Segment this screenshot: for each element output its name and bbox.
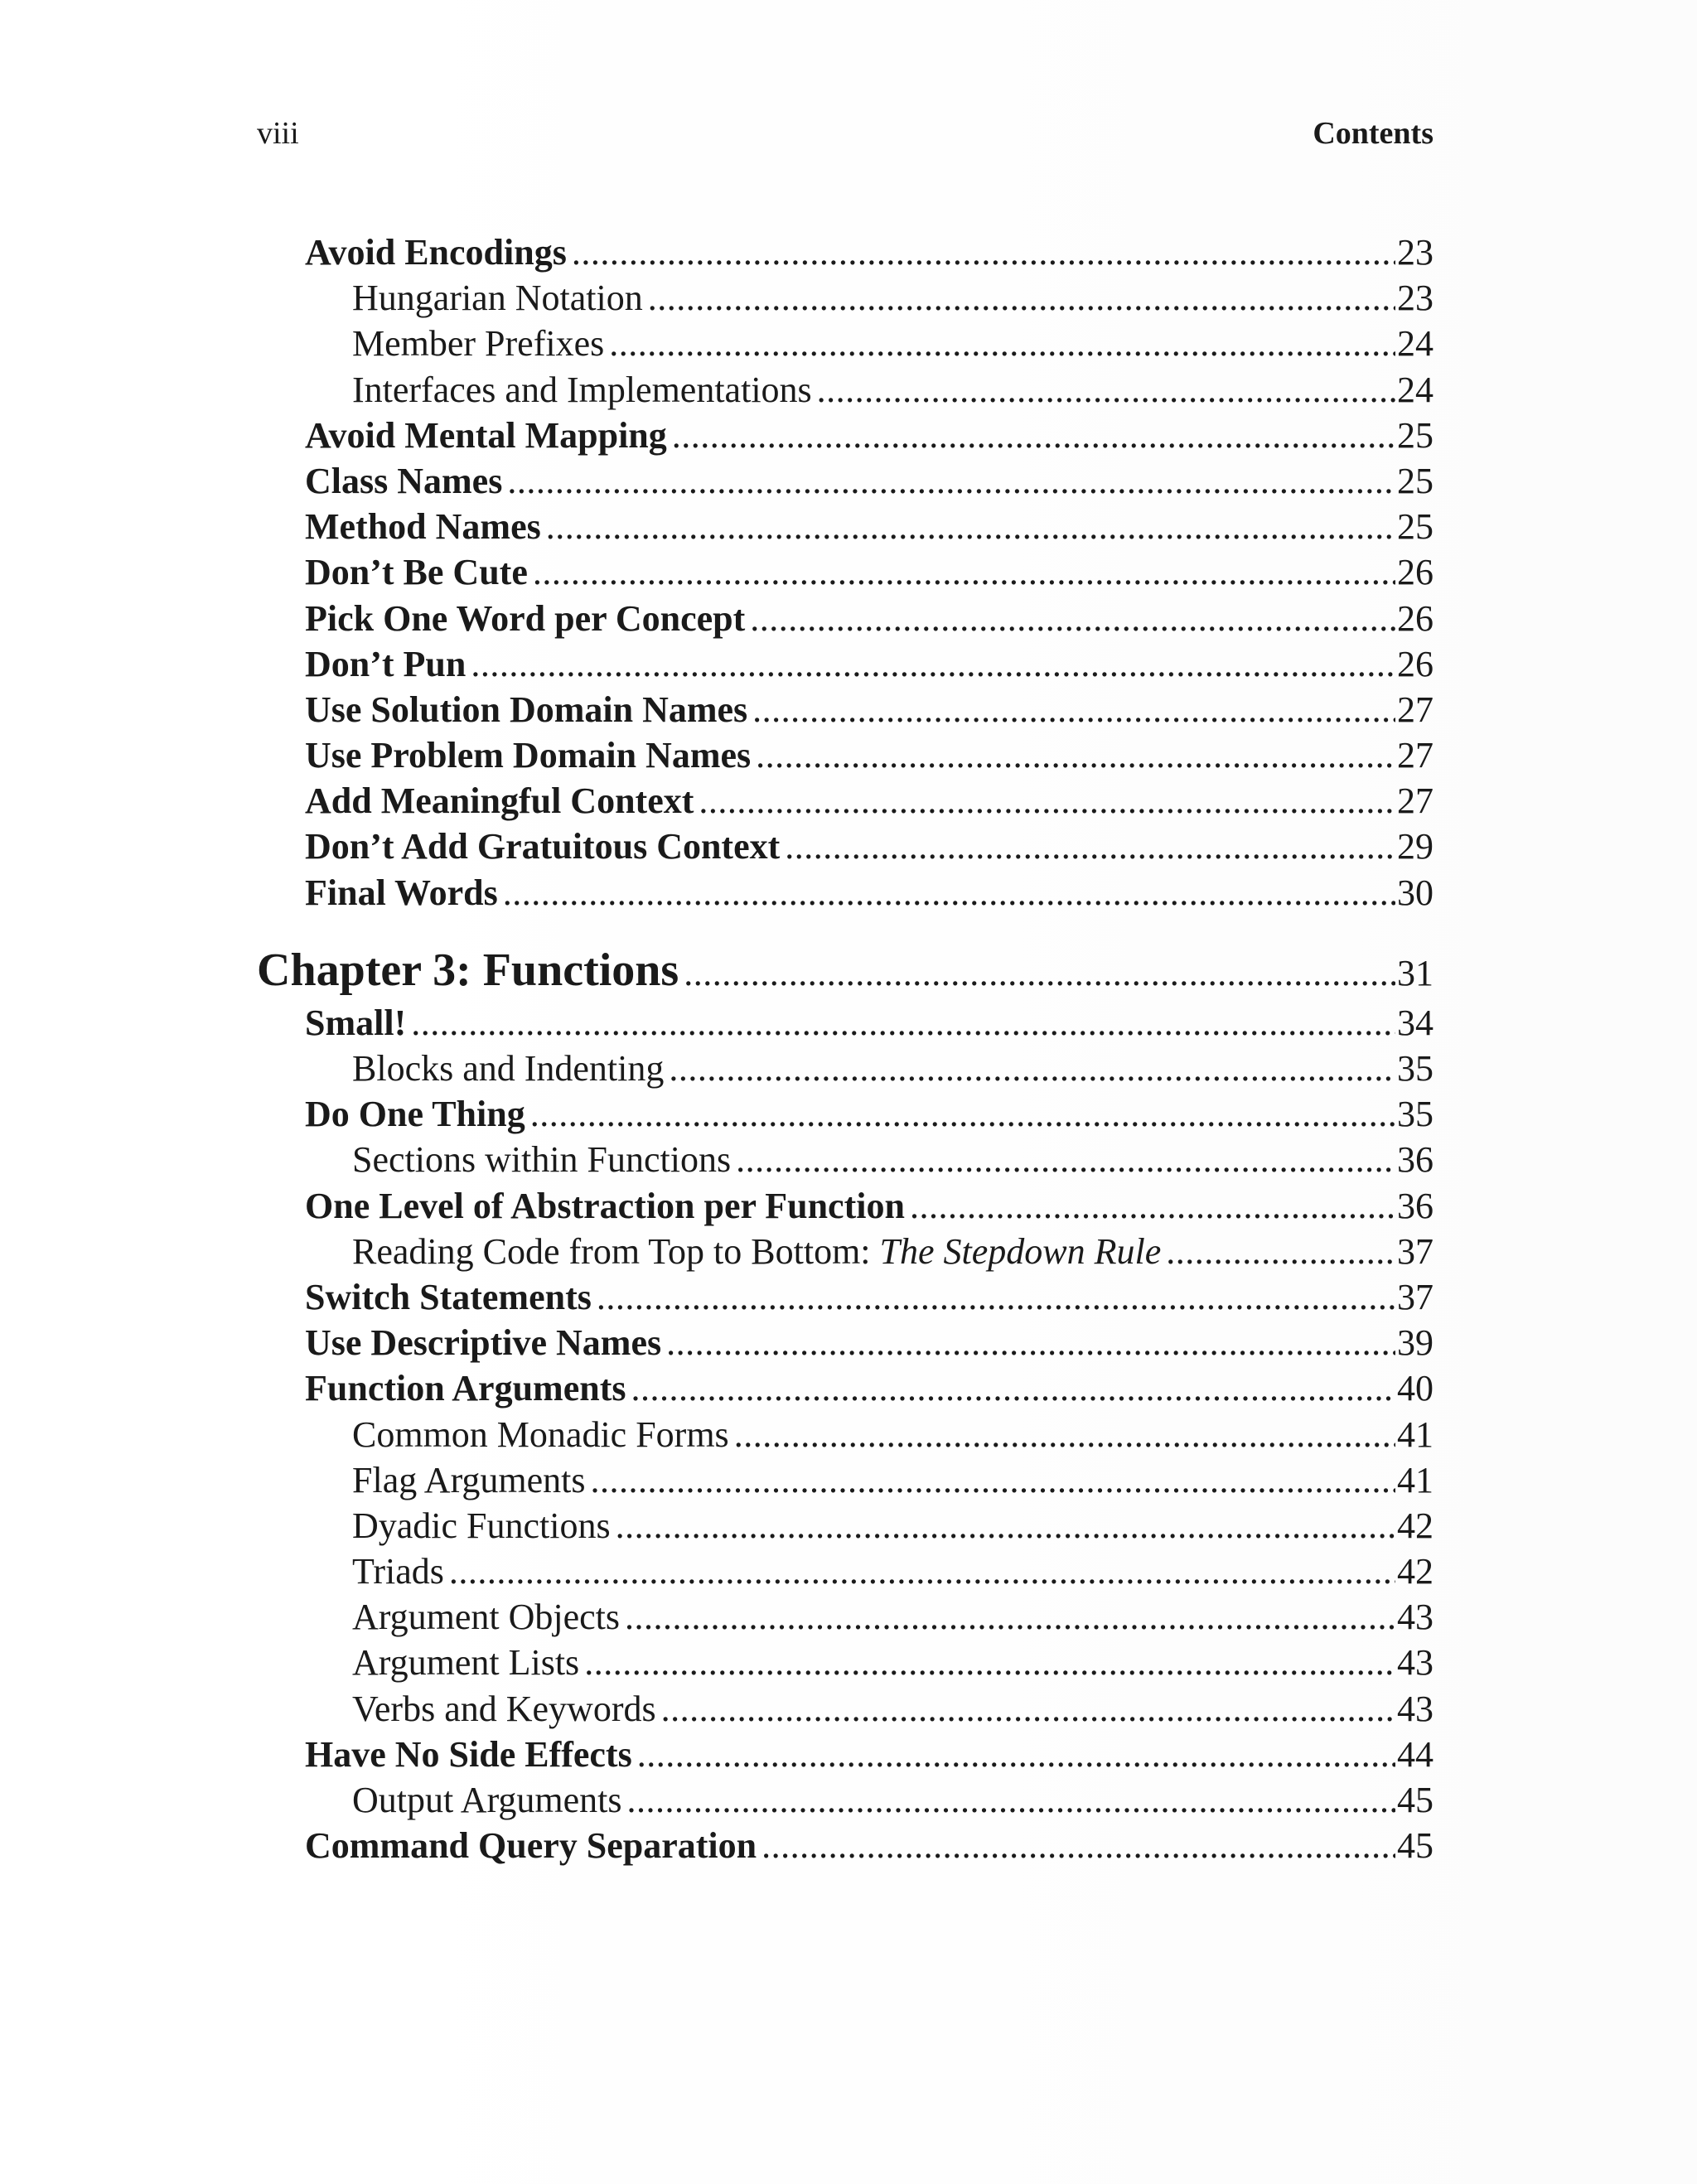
toc-entry-title: [305, 641, 466, 687]
toc-entry-title-text: Member Prefixes: [352, 323, 605, 365]
toc-subsection-entry[interactable]: [257, 1137, 1434, 1182]
toc-entry-title-text: Have No Side Effects: [305, 1733, 632, 1775]
toc-entry-title: [352, 1777, 622, 1823]
toc-page-number: 37: [1397, 1276, 1434, 1317]
dot-leader: [625, 1594, 1395, 1640]
dot-leader: [637, 1732, 1395, 1777]
dot-leader: [661, 1686, 1395, 1732]
toc-page-number: 45: [1397, 1825, 1434, 1867]
toc-entry-title: [352, 367, 812, 413]
toc-subsection-entry[interactable]: [257, 321, 1434, 366]
toc-entry-title-text: Sections within Functions: [352, 1139, 732, 1181]
toc-entry-title-text: Flag Arguments: [352, 1459, 586, 1500]
toc-entry-title-text: Output Arguments: [352, 1780, 622, 1820]
dot-leader: [684, 944, 1395, 1000]
dot-leader: [591, 1457, 1395, 1503]
dot-leader: [1166, 1229, 1395, 1274]
toc-page-number: 34: [1397, 1002, 1434, 1043]
toc-section-entry[interactable]: [257, 413, 1434, 458]
toc-entry-title-text: Dyadic Functions: [352, 1505, 611, 1546]
toc-entry-title-text: Do One Thing: [305, 1094, 525, 1135]
running-head-title: Contents: [1313, 116, 1434, 151]
toc-subsection-entry[interactable]: [257, 367, 1434, 413]
toc-page-number: 42: [1397, 1551, 1434, 1592]
toc-entry-title-italic: The Stepdown Rule: [879, 1230, 1162, 1272]
dot-leader: [631, 1365, 1395, 1411]
toc-entry-title: [352, 1229, 1161, 1274]
toc-entry-title-text: Hungarian Notation: [352, 278, 643, 319]
toc-entry-title-text: Method Names: [305, 506, 541, 548]
toc-entry-title: [352, 1594, 620, 1640]
toc-entry-title-text: Don’t Add Gratuitous Context: [305, 826, 781, 867]
toc-page-number: 27: [1397, 780, 1434, 822]
toc-entry-title-text: Small!: [305, 1002, 407, 1043]
toc-entry-title: [305, 504, 541, 549]
table-of-contents: [257, 230, 1434, 1868]
dot-leader: [672, 413, 1395, 458]
dot-leader: [734, 1412, 1395, 1457]
dot-leader: [817, 367, 1395, 413]
toc-page-number: 25: [1397, 506, 1434, 548]
toc-section-entry[interactable]: [257, 1823, 1434, 1868]
toc-entry-title: [305, 1823, 757, 1868]
toc-page-number: 42: [1397, 1505, 1434, 1546]
toc-section-entry[interactable]: [257, 1000, 1434, 1046]
dot-leader: [761, 1823, 1395, 1868]
toc-entry-title: [305, 1183, 905, 1229]
toc-page-number: 27: [1397, 735, 1434, 776]
toc-entry-title: [257, 940, 679, 1000]
toc-section-entry[interactable]: [257, 1274, 1434, 1320]
toc-entry-title-text: Argument Lists: [352, 1642, 580, 1684]
dot-leader: [572, 230, 1395, 275]
toc-page-number: 31: [1397, 952, 1434, 993]
dot-leader: [752, 687, 1395, 732]
toc-entry-title-text: Common Monadic Forms: [352, 1413, 729, 1455]
toc-subsection-entry[interactable]: [257, 1412, 1434, 1457]
dot-leader: [736, 1137, 1395, 1182]
toc-entry-title: [352, 1137, 731, 1182]
toc-section-entry[interactable]: [257, 504, 1434, 549]
toc-page-number: 37: [1397, 1230, 1434, 1272]
toc-page-number: 23: [1397, 232, 1434, 273]
toc-entry-title: [305, 1274, 592, 1320]
dot-leader: [609, 321, 1395, 366]
toc-page-number: 27: [1397, 689, 1434, 730]
toc-page-number: 45: [1397, 1780, 1434, 1820]
toc-page-number: 23: [1397, 278, 1434, 319]
toc-entry-title: [352, 1457, 586, 1503]
toc-subsection-entry[interactable]: [257, 1686, 1434, 1732]
toc-entry-title-text: Use Problem Domain Names: [305, 735, 752, 776]
toc-entry-title-text: Avoid Mental Mapping: [305, 414, 667, 456]
dot-leader: [471, 641, 1395, 687]
toc-entry-title: [305, 732, 751, 778]
dot-leader: [756, 732, 1395, 778]
toc-entry-title: [305, 1365, 626, 1411]
toc-entry-title: [305, 824, 780, 869]
toc-entry-title: [305, 870, 498, 916]
toc-subsection-entry[interactable]: [257, 1640, 1434, 1685]
toc-page-number: 35: [1397, 1094, 1434, 1135]
running-head: [257, 114, 1434, 152]
toc-entry-title-text: Triads: [352, 1551, 444, 1592]
toc-page-number: 25: [1397, 460, 1434, 501]
toc-page-number: 43: [1397, 1688, 1434, 1729]
dot-leader: [785, 824, 1395, 869]
toc-entry-title: [352, 1549, 444, 1594]
toc-page-number: 41: [1397, 1459, 1434, 1500]
toc-entry-title-text: Argument Objects: [352, 1597, 621, 1638]
toc-page-number: 24: [1397, 323, 1434, 365]
toc-page-number: 43: [1397, 1642, 1434, 1684]
toc-entry-title-text: Reading Code from Top to Bottom:: [352, 1230, 880, 1272]
toc-entry-title-text: Interfaces and Implementations: [352, 369, 812, 410]
toc-entry-title-text: Switch Statements: [305, 1276, 592, 1317]
toc-entry-title-text: Function Arguments: [305, 1368, 626, 1409]
toc-subsection-entry[interactable]: [257, 1594, 1434, 1640]
toc-section-entry[interactable]: [257, 1365, 1434, 1411]
toc-section-entry[interactable]: [257, 732, 1434, 778]
toc-page-number: 29: [1397, 826, 1434, 867]
toc-subsection-entry[interactable]: [257, 1503, 1434, 1549]
toc-entry-title-text: One Level of Abstraction per Function: [305, 1185, 905, 1226]
toc-entry-title-text: Command Query Separation: [305, 1825, 757, 1867]
toc-section-entry[interactable]: [257, 230, 1434, 275]
toc-entry-title: [305, 1000, 406, 1046]
toc-entry-title-text: Use Descriptive Names: [305, 1322, 662, 1364]
toc-section-entry[interactable]: [257, 1732, 1434, 1777]
toc-page-number: 35: [1397, 1048, 1434, 1089]
dot-leader: [669, 1046, 1395, 1091]
toc-entry-title: [305, 413, 667, 458]
toc-subsection-entry[interactable]: [257, 1046, 1434, 1091]
toc-subsection-entry[interactable]: [257, 1777, 1434, 1823]
toc-section-entry[interactable]: [257, 778, 1434, 824]
dot-leader: [449, 1549, 1395, 1594]
toc-section-entry[interactable]: [257, 870, 1434, 916]
toc-entry-title: [305, 778, 694, 824]
toc-page-number: 44: [1397, 1733, 1434, 1775]
toc-subsection-entry[interactable]: [257, 275, 1434, 321]
toc-chapter-entry[interactable]: [257, 940, 1434, 1000]
toc-entry-title: [305, 1732, 632, 1777]
dot-leader: [584, 1640, 1395, 1685]
toc-page-number: 43: [1397, 1597, 1434, 1638]
toc-entry-title: [305, 1320, 661, 1365]
toc-entry-title-text: Don’t Pun: [305, 643, 467, 684]
toc-entry-title-text: Don’t Be Cute: [305, 552, 528, 593]
toc-entry-title: [305, 687, 747, 732]
dot-leader: [533, 549, 1395, 595]
toc-entry-title: [352, 321, 604, 366]
toc-page-number: 39: [1397, 1322, 1434, 1364]
toc-section-entry[interactable]: [257, 824, 1434, 869]
toc-page-number: 24: [1397, 369, 1434, 410]
dot-leader: [411, 1000, 1395, 1046]
toc-entry-title-text: Class Names: [305, 460, 503, 501]
toc-section-entry[interactable]: [257, 687, 1434, 732]
dot-leader: [699, 778, 1395, 824]
toc-section-entry[interactable]: [257, 1091, 1434, 1137]
dot-leader: [910, 1183, 1395, 1229]
toc-section-entry[interactable]: [257, 1183, 1434, 1229]
toc-subsection-entry[interactable]: [257, 1457, 1434, 1503]
toc-entry-title: [305, 1091, 525, 1137]
page-folio: viii: [257, 116, 299, 151]
toc-page-number: 25: [1397, 414, 1434, 456]
toc-entry-title: [305, 596, 745, 641]
toc-entry-title-text: Pick One Word per Concept: [305, 597, 746, 639]
toc-entry-title: [352, 1412, 729, 1457]
toc-page-number: 41: [1397, 1413, 1434, 1455]
dot-leader: [627, 1777, 1395, 1823]
toc-section-entry[interactable]: [257, 458, 1434, 504]
dot-leader: [546, 504, 1395, 549]
dot-leader: [648, 275, 1395, 321]
toc-entry-title: [352, 1686, 656, 1732]
toc-section-entry[interactable]: [257, 1320, 1434, 1365]
toc-entry-title: [305, 230, 567, 275]
toc-entry-title-text: Chapter 3: Functions: [257, 944, 679, 996]
toc-entry-title-text: Blocks and Indenting: [352, 1048, 665, 1089]
toc-entry-title-text: Add Meaningful Context: [305, 780, 694, 822]
toc-entry-title: [305, 549, 528, 595]
dot-leader: [597, 1274, 1395, 1320]
toc-page-number: 40: [1397, 1368, 1434, 1409]
toc-entry-title-text: Verbs and Keywords: [352, 1688, 656, 1729]
toc-page-number: 26: [1397, 597, 1434, 639]
toc-entry-title: [352, 275, 643, 321]
toc-entry-title: [305, 458, 502, 504]
dot-leader: [530, 1091, 1395, 1137]
toc-page-number: 26: [1397, 643, 1434, 684]
dot-leader: [616, 1503, 1395, 1549]
toc-entry-title: [352, 1503, 611, 1549]
toc-page-number: 36: [1397, 1185, 1434, 1226]
toc-entry-title-text: Use Solution Domain Names: [305, 689, 748, 730]
dot-leader: [750, 596, 1395, 641]
dot-leader: [503, 870, 1395, 916]
dot-leader: [666, 1320, 1395, 1365]
toc-page-number: 26: [1397, 552, 1434, 593]
toc-entry-title: [352, 1046, 664, 1091]
toc-page-number: 36: [1397, 1139, 1434, 1181]
toc-entry-title-text: Avoid Encodings: [305, 232, 567, 273]
toc-page-number: 30: [1397, 872, 1434, 913]
toc-section-entry[interactable]: [257, 596, 1434, 641]
toc-entry-title-text: Final Words: [305, 872, 498, 913]
toc-section-entry[interactable]: [257, 641, 1434, 687]
toc-section-entry[interactable]: [257, 549, 1434, 595]
dot-leader: [507, 458, 1395, 504]
toc-subsection-entry[interactable]: [257, 1229, 1434, 1274]
toc-subsection-entry[interactable]: [257, 1549, 1434, 1594]
toc-entry-title: [352, 1640, 579, 1685]
